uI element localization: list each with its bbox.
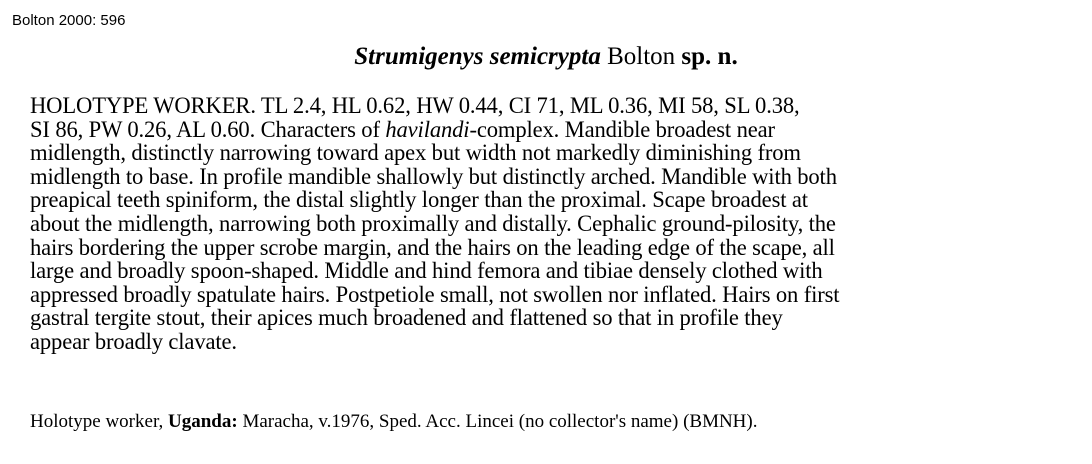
citation: Bolton 2000: 596 [12,12,126,29]
description-text: HOLOTYPE WORKER. TL 2.4, HL 0.62, HW 0.44, CI 71, ML 0.36, MI 58, SL 0.38, [30,93,800,119]
description-text: appressed broadly spatulate hairs. Postpetiole small, not swollen nor inflated. Hairs on first [30,281,840,308]
description-line [30,307,1044,331]
species-author: Bolton [607,43,676,70]
species-heading [0,42,1092,72]
description-line [30,210,1044,237]
description-text: SI 86, PW 0.26, AL 0.60. Characters of [30,116,386,143]
description-text: gastral tergite stout, their apices much broadened and flattened so that in profile they [30,305,783,332]
description-line [30,163,1044,190]
description-line [30,95,1044,119]
description-text: midlength, distinctly narrowing toward apex but width not markedly diminishing from [30,140,801,167]
description-text: preapical teeth spiniform, the distal slightly longer than the proximal. Scape broadest at [30,187,808,214]
description-line [30,234,1044,261]
description-text: about the midlength, narrowing both proximally and distally. Cephalic ground-pilosity, the [30,210,836,237]
type-locality [30,410,758,434]
locality-country: Uganda: [168,411,238,432]
complex-name: havilandi [385,116,470,143]
description-line [30,328,1044,355]
description-text: midlength to base. In profile mandible shallowly but distinctly arched. Mandible with both [30,163,837,190]
holotype-description [30,95,1044,355]
description-line [30,116,1044,143]
species-status: sp. n. [681,43,738,70]
description-line [30,281,1044,308]
description-text: hairs bordering the upper scrobe margin, and the hairs on the leading edge of the scape, all [30,234,835,261]
description-line [30,189,1044,213]
description-text: large and broadly spoon-shaped. Middle and hind femora and tibiae densely clothed with [30,258,823,285]
description-text: appear broadly clavate. [30,328,237,355]
description-line [30,260,1044,284]
species-name: Strumigenys semicrypta [354,43,601,70]
locality-prefix: Holotype worker, [30,411,169,432]
description-line [30,142,1044,166]
description-text: -complex. Mandible broadest near [469,116,775,143]
locality-details: Maracha, v.1976, Sped. Acc. Lincei (no collector's name) (BMNH). [237,411,758,432]
